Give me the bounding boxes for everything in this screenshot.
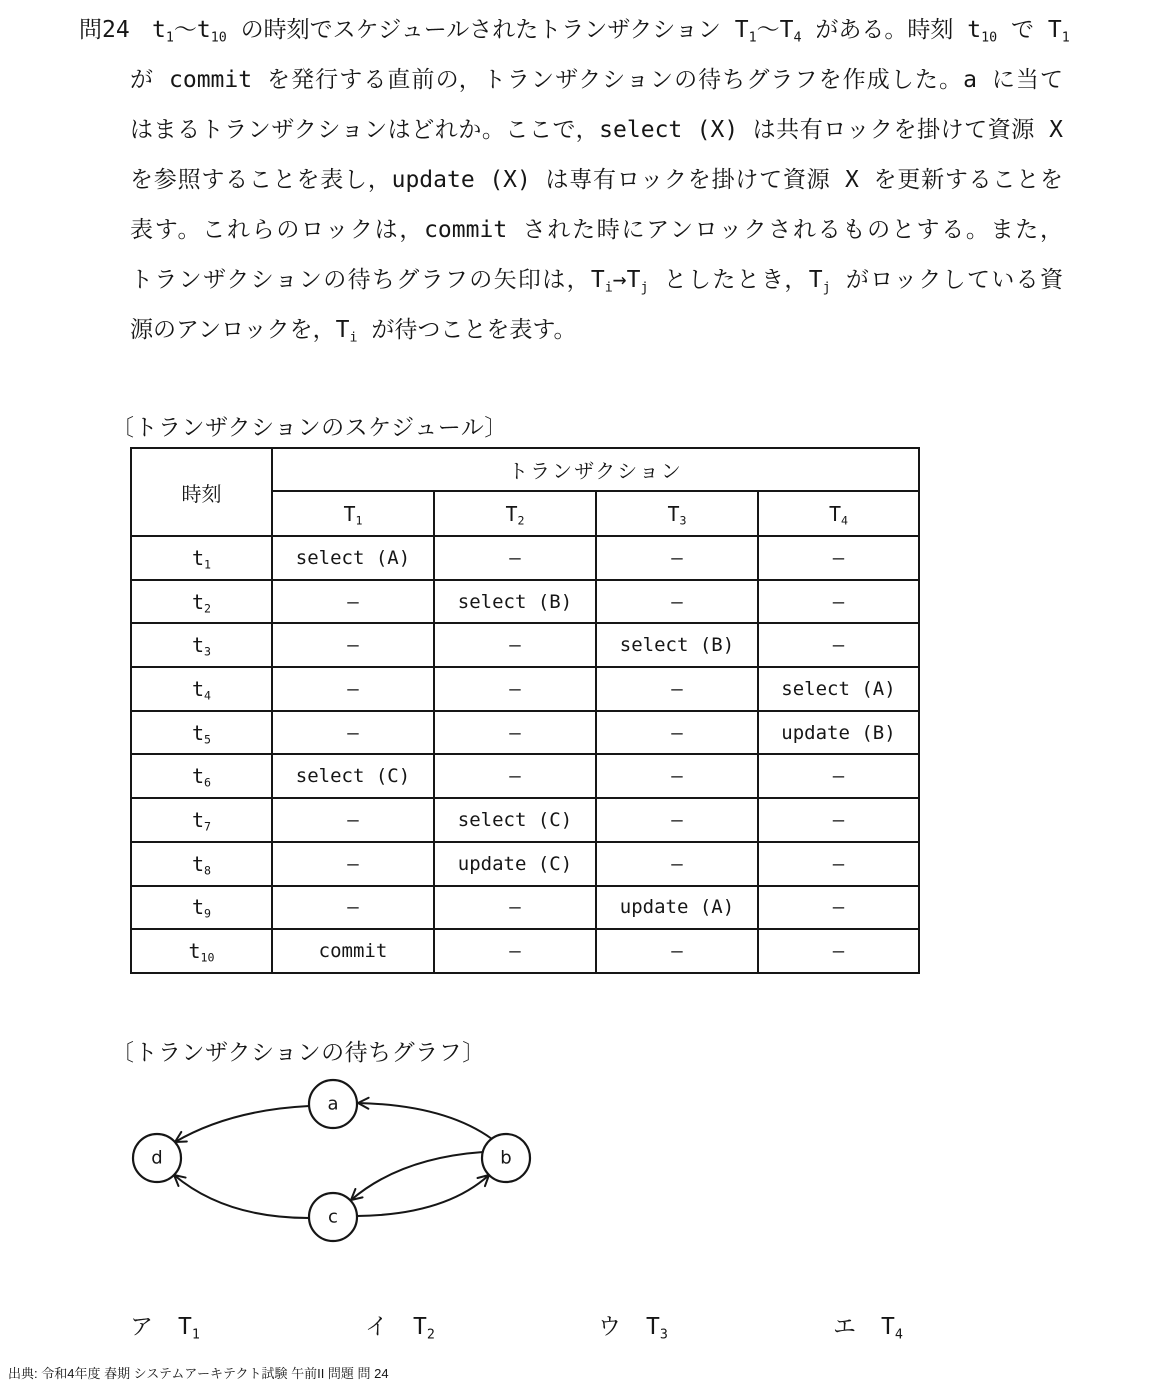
operation-cell-t2: —: [434, 536, 596, 580]
transaction-name: T: [505, 501, 518, 526]
node-c-label: c: [328, 1206, 338, 1228]
time-cell: [131, 754, 272, 798]
time-subscript: 3: [204, 644, 212, 659]
operation-cell-t1: —: [272, 842, 434, 886]
subscript: j: [822, 280, 831, 296]
text-segment: 源のアンロックを，T: [130, 317, 350, 343]
operation-cell-t3: —: [596, 667, 758, 711]
node-a-label: a: [327, 1093, 339, 1115]
text-segment: の時刻でスケジュールされたトランザクション T: [226, 17, 749, 43]
operation-cell-t1: commit: [272, 929, 434, 973]
choice-label: エ: [833, 1314, 856, 1340]
question-line: [130, 55, 1063, 105]
operation-cell-t4: —: [758, 536, 919, 580]
operation-cell-t3: —: [596, 754, 758, 798]
operation-cell-t1: select (A): [272, 536, 434, 580]
operation-cell-t3: —: [596, 536, 758, 580]
time-cell: [131, 842, 272, 886]
subscript: 1: [1061, 30, 1070, 46]
node-d-label: d: [151, 1147, 163, 1169]
wait-graph-heading: 〔トランザクションの待ちグラフ〕: [111, 1040, 486, 1066]
operation-cell-t4: —: [758, 929, 919, 973]
operation-cell-t3: —: [596, 929, 758, 973]
time-cell: [131, 798, 272, 842]
choice-text: T: [881, 1314, 895, 1340]
operation-cell-t4: —: [758, 623, 919, 667]
time-label: t: [191, 895, 205, 920]
operation-cell-t3: select (B): [596, 623, 758, 667]
text-segment: トランザクションの待ちグラフの矢印は，T: [130, 267, 605, 293]
time-subscript: 9: [204, 907, 212, 922]
text-segment: が commit を発行する直前の，トランザクションの待ちグラフを作成した。a に当て: [130, 67, 1063, 93]
time-subscript: 4: [204, 688, 212, 703]
choice-subscript: 3: [659, 1327, 668, 1343]
operation-cell-t4: select (A): [758, 667, 919, 711]
operation-cell-t4: —: [758, 754, 919, 798]
transaction-column-header: [596, 491, 758, 536]
transaction-column-header: [272, 491, 434, 536]
text-segment: はまるトランザクションはどれか。ここで，select (X) は共有ロックを掛けて資源 X: [130, 117, 1063, 143]
time-cell: [131, 929, 272, 973]
transaction-name: T: [343, 501, 356, 526]
subscript: j: [640, 280, 649, 296]
transaction-name: T: [667, 501, 680, 526]
time-subscript: 7: [204, 819, 212, 834]
operation-cell-t2: —: [434, 623, 596, 667]
choice-text: T: [178, 1314, 192, 1340]
operation-cell-t3: —: [596, 798, 758, 842]
choice-text: T: [646, 1314, 660, 1340]
text-segment: →T: [612, 267, 641, 293]
transaction-column-header: [758, 491, 919, 536]
time-cell: [131, 667, 272, 711]
schedule-row: [131, 623, 919, 667]
choice-subscript: 2: [426, 1327, 435, 1343]
subscript: 1: [165, 30, 174, 46]
transaction-subscript: 2: [517, 513, 525, 528]
text-segment: としたとき，T: [648, 267, 823, 293]
time-subscript: 8: [204, 863, 212, 878]
operation-cell-t2: —: [434, 754, 596, 798]
operation-cell-t4: —: [758, 886, 919, 930]
question-line: [152, 5, 1070, 55]
time-label: t: [188, 939, 201, 964]
subscript: i: [349, 330, 358, 346]
time-label: t: [191, 851, 205, 876]
transaction-column-header: [434, 491, 596, 536]
operation-cell-t1: —: [272, 798, 434, 842]
text-segment: がロックしている資: [830, 267, 1064, 293]
operation-cell-t2: update (C): [434, 842, 596, 886]
node-d: [133, 1134, 181, 1182]
time-header: 時刻: [131, 448, 272, 536]
time-cell: [131, 886, 272, 930]
text-segment: 〜t: [173, 17, 211, 43]
question-line: [130, 205, 1063, 255]
choice-label: ア: [130, 1314, 153, 1340]
operation-cell-t1: select (C): [272, 754, 434, 798]
time-label: t: [191, 764, 205, 789]
operation-cell-t1: —: [272, 886, 434, 930]
subscript: 10: [210, 30, 227, 46]
schedule-row: [131, 929, 919, 973]
transaction-subscript: 1: [355, 513, 363, 528]
operation-cell-t4: —: [758, 842, 919, 886]
question-text: [130, 5, 1070, 355]
schedule-row: [131, 667, 919, 711]
question-number: 問24: [79, 17, 130, 43]
operation-cell-t1: —: [272, 623, 434, 667]
schedule-row: [131, 711, 919, 755]
operation-cell-t2: —: [434, 929, 596, 973]
node-b-label: b: [500, 1147, 512, 1169]
transaction-header: トランザクション: [272, 448, 919, 491]
time-label: t: [191, 676, 205, 701]
transaction-subscript: 3: [679, 513, 687, 528]
choice-text: T: [413, 1314, 427, 1340]
operation-cell-t1: —: [272, 580, 434, 624]
operation-cell-t4: —: [758, 798, 919, 842]
choice-subscript: 4: [894, 1327, 903, 1343]
time-subscript: 1: [204, 557, 212, 572]
choice-e: [833, 1312, 903, 1342]
text-segment: を参照することを表し，update (X) は専有ロックを掛けて資源 X を更新することを: [130, 167, 1063, 193]
text-segment: 表す。これらのロックは，commit された時にアンロックされるものとする。また，: [130, 217, 1063, 243]
time-cell: [131, 536, 272, 580]
operation-cell-t4: update (B): [758, 711, 919, 755]
operation-cell-t3: —: [596, 580, 758, 624]
subscript: 1: [748, 30, 757, 46]
question-line: [130, 255, 1063, 305]
transaction-name: T: [828, 501, 842, 526]
choice-label: イ: [365, 1314, 388, 1340]
subscript: 10: [981, 30, 998, 46]
source-citation: 出典: 令和4年度 春期 システムアーキテクト試験 午前II 問題 問 24: [8, 1366, 389, 1381]
schedule-row: [131, 580, 919, 624]
choice-u: [598, 1312, 668, 1342]
time-subscript: 10: [200, 950, 215, 965]
text-segment: で T: [997, 17, 1062, 43]
choice-label: ウ: [598, 1314, 621, 1340]
node-a: [309, 1080, 357, 1128]
schedule-row: [131, 842, 919, 886]
schedule-row: [131, 536, 919, 580]
time-label: t: [191, 720, 205, 745]
wait-graph: [100, 1070, 560, 1260]
schedule-heading: 〔トランザクションのスケジュール〕: [111, 415, 508, 441]
subscript: 4: [793, 30, 802, 46]
schedule-row: [131, 886, 919, 930]
operation-cell-t3: —: [596, 711, 758, 755]
choice-a: [130, 1312, 200, 1342]
operation-cell-t2: —: [434, 886, 596, 930]
time-cell: [131, 623, 272, 667]
choice-i: [365, 1312, 435, 1342]
time-label: t: [191, 807, 205, 832]
operation-cell-t2: select (C): [434, 798, 596, 842]
text-segment: が待つことを表す。: [357, 317, 577, 343]
operation-cell-t2: select (B): [434, 580, 596, 624]
text-segment: t: [152, 17, 166, 43]
text-segment: 〜T: [756, 17, 794, 43]
node-c: [309, 1193, 357, 1241]
operation-cell-t3: update (A): [596, 886, 758, 930]
time-label: t: [191, 633, 205, 658]
schedule-table: [130, 447, 920, 974]
operation-cell-t4: —: [758, 580, 919, 624]
time-label: t: [191, 589, 205, 614]
operation-cell-t2: —: [434, 667, 596, 711]
choice-subscript: 1: [191, 1327, 200, 1343]
transaction-subscript: 4: [841, 513, 849, 528]
question-line: [130, 155, 1063, 205]
time-label: t: [191, 545, 205, 570]
edge-a-to-d: [175, 1106, 309, 1142]
time-cell: [131, 580, 272, 624]
question-line: [130, 105, 1063, 155]
edge-b-to-a: [358, 1103, 492, 1139]
time-subscript: 5: [204, 732, 212, 747]
operation-cell-t2: —: [434, 711, 596, 755]
node-b: [482, 1134, 530, 1182]
text-segment: がある。時刻 t: [801, 17, 982, 43]
operation-cell-t1: —: [272, 667, 434, 711]
time-cell: [131, 711, 272, 755]
time-subscript: 2: [204, 601, 212, 616]
subscript: i: [604, 280, 613, 296]
edge-c-to-d: [174, 1175, 309, 1218]
question-line: [130, 305, 1063, 355]
schedule-row: [131, 754, 919, 798]
time-subscript: 6: [204, 775, 212, 790]
operation-cell-t3: —: [596, 842, 758, 886]
operation-cell-t1: —: [272, 711, 434, 755]
schedule-row: [131, 798, 919, 842]
header-row: [131, 448, 919, 491]
